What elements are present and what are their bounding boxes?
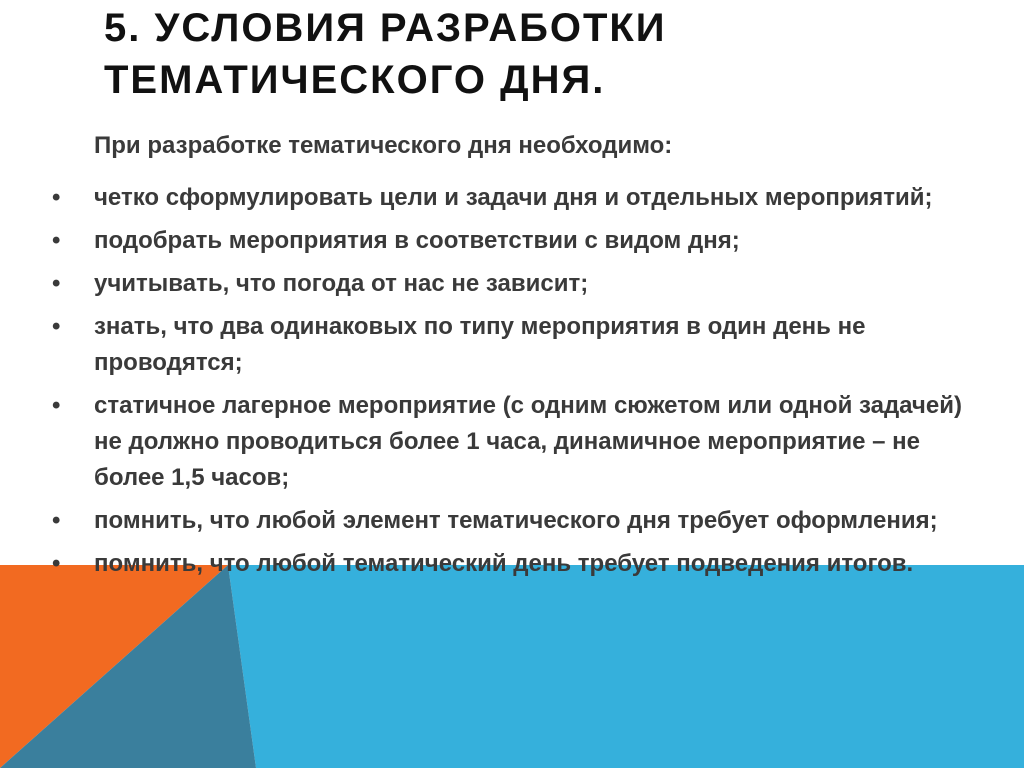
- bullet-marker-icon: •: [52, 270, 61, 297]
- bullet-marker-icon: •: [52, 550, 61, 577]
- bullet-text: знать, что два одинаковых по типу мероприятия в один день не проводятся;: [94, 313, 866, 376]
- blue-band-shape: [228, 565, 1024, 768]
- bullet-text: статичное лагерное мероприятие (с одним сюжетом или одной задачей) не должно проводиться более 1 часа, динамичное мероприятие – не более 1,5 часов;: [94, 392, 962, 491]
- bullet-item: [52, 503, 982, 539]
- bullet-item: [52, 388, 982, 496]
- bullet-text: помнить, что любой элемент тематического дня требует оформления;: [94, 507, 938, 534]
- bullet-text: учитывать, что погода от нас не зависит;: [94, 270, 589, 297]
- bullet-item: [52, 180, 982, 216]
- bullet-marker-icon: •: [52, 184, 61, 211]
- slide-title: 5. УСЛОВИЯ РАЗРАБОТКИ ТЕМАТИЧЕСКОГО ДНЯ.: [104, 6, 667, 102]
- bullet-item: [52, 223, 982, 259]
- bullet-item: [52, 266, 982, 302]
- bullet-marker-icon: •: [52, 507, 61, 534]
- bullet-text: четко сформулировать цели и задачи дня и отдельных мероприятий;: [94, 184, 933, 211]
- bullet-item: [52, 546, 982, 582]
- bullet-marker-icon: •: [52, 313, 61, 340]
- bullet-text: помнить, что любой тематический день требует подведения итогов.: [94, 550, 914, 577]
- bullet-marker-icon: •: [52, 392, 61, 419]
- bullet-item: [52, 309, 982, 381]
- bullet-marker-icon: •: [52, 227, 61, 254]
- bullet-text: подобрать мероприятия в соответствии с видом дня;: [94, 227, 740, 254]
- bullet-list: [52, 180, 982, 589]
- intro-text: При разработке тематического дня необходимо:: [94, 132, 673, 159]
